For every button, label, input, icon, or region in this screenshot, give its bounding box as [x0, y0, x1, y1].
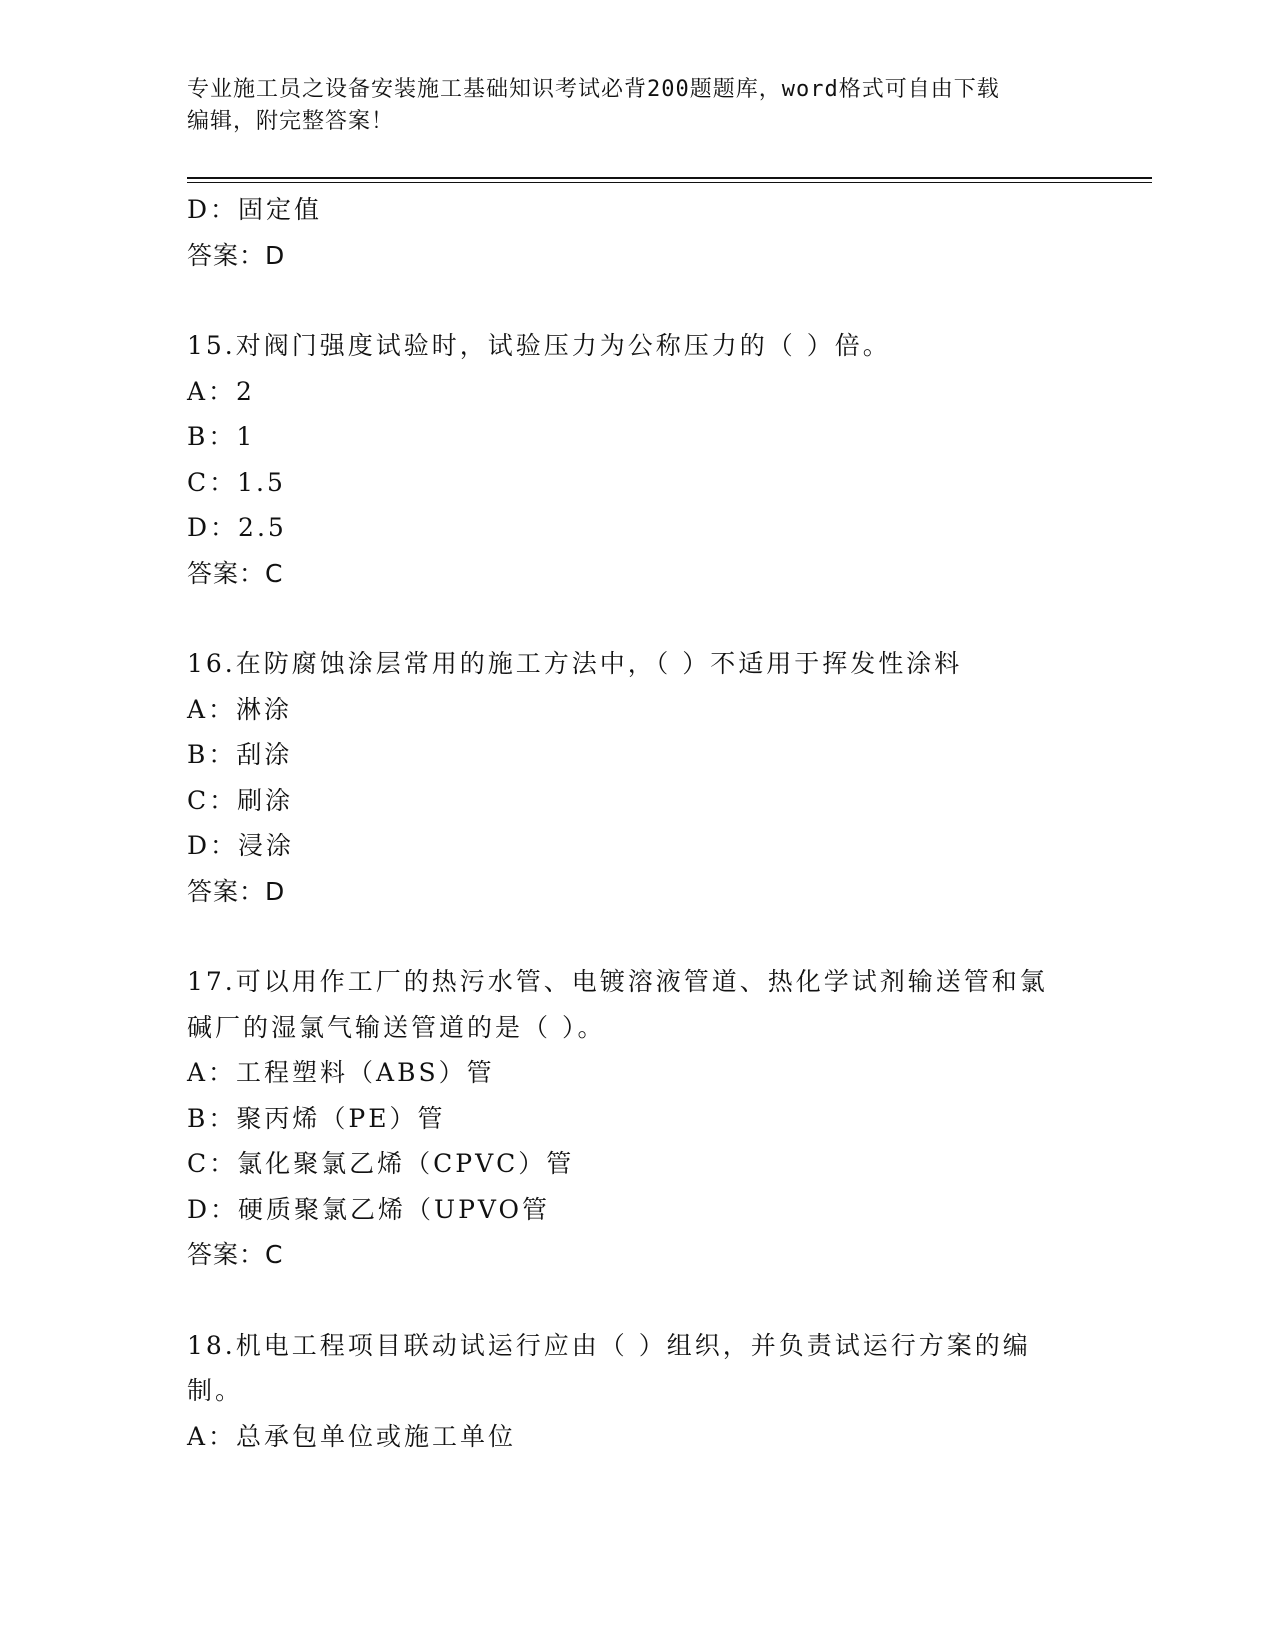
- question-16-answer: 答案：D: [187, 876, 286, 906]
- question-16-option-d: D：浸涂: [187, 831, 295, 860]
- question-17-option-d: D：硬质聚氯乙烯（UPVO管: [187, 1194, 551, 1224]
- question-17-option-b: B：聚丙烯（PE）管: [187, 1103, 446, 1133]
- question-15-stem: 15.对阀门强度试验时，试验压力为公称压力的（ ）倍。: [187, 331, 891, 360]
- question-15-option-b: B：1: [187, 422, 256, 451]
- question-17-answer: 答案：C: [187, 1240, 284, 1269]
- question-18-stem-line-1: 18.机电工程项目联动试运行应由（ ）组织，并负责试运行方案的编: [187, 1330, 1031, 1360]
- page-header: [187, 74, 1087, 138]
- question-17-option-a: A：工程塑料（ABS）管: [187, 1058, 495, 1087]
- header-rule-thin: [187, 182, 1152, 183]
- question-18-stem-line-2: 制。: [187, 1376, 244, 1405]
- question-15-option-d: D：2.5: [187, 513, 287, 542]
- question-16-option-c: C：刷涂: [187, 785, 294, 815]
- question-15: [187, 323, 1087, 596]
- question-17-stem-line-1: 17.可以用作工厂的热污水管、电镀溶液管道、热化学试剂输送管和氯: [187, 967, 1048, 996]
- question-15-option-a: A：2: [187, 376, 255, 406]
- question-16-option-a: A：淋涂: [187, 694, 293, 724]
- previous-option-d: D：固定值: [187, 195, 323, 224]
- question-17: [187, 959, 1087, 1278]
- previous-answer: 答案：D: [187, 240, 286, 270]
- question-17-option-c: C：氯化聚氯乙烯（CPVC）管: [187, 1149, 575, 1178]
- header-rule-thick: [187, 177, 1152, 179]
- question-15-answer: 答案：C: [187, 558, 284, 588]
- question-17-stem-line-2: 碱厂的湿氯气输送管道的是（ ）。: [187, 1012, 606, 1042]
- question-content: [187, 187, 1087, 1459]
- header-line-2: 编辑，附完整答案！: [187, 109, 395, 134]
- question-16-stem: 16.在防腐蚀涂层常用的施工方法中，（ ）不适用于挥发性涂料: [187, 649, 963, 678]
- question-18-option-a: A：总承包单位或施工单位: [187, 1421, 517, 1451]
- question-16: [187, 641, 1087, 914]
- question-16-option-b: B：刮涂: [187, 740, 293, 769]
- question-18: [187, 1323, 1087, 1460]
- question-15-option-c: C：1.5: [187, 467, 286, 497]
- header-line-1: 专业施工员之设备安装施工基础知识考试必背200题题库，word格式可自由下载: [187, 77, 1000, 102]
